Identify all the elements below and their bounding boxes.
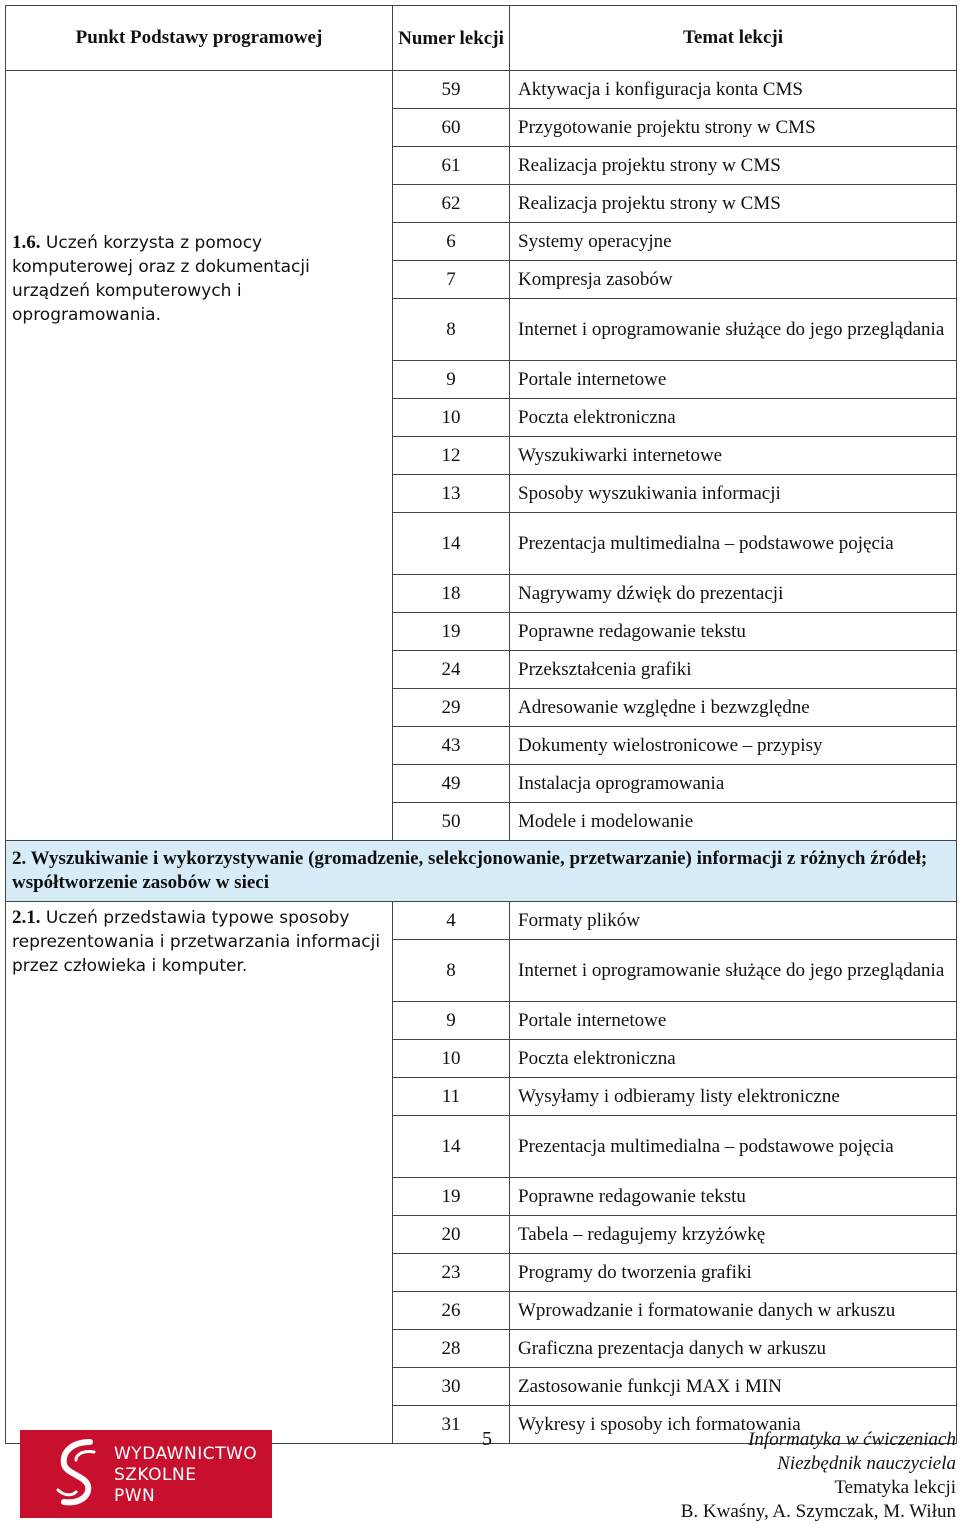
- section-heading: 2. Wyszukiwanie i wykorzystywanie (gromadzenie, selekcjonowanie, przetwarzanie) informacji z różnych źródeł; współtworzenie zasobów w sieci: [6, 841, 957, 902]
- lesson-number: 8: [393, 940, 510, 1002]
- curriculum-point: [6, 71, 393, 841]
- lesson-topic: Przekształcenia grafiki: [510, 651, 957, 689]
- curriculum-point-number: 2.1.: [12, 907, 41, 928]
- logo-line: SZKOLNE: [114, 1465, 197, 1485]
- lesson-topic: Prezentacja multimedialna – podstawowe pojęcia: [510, 513, 957, 575]
- curriculum-point-number: 1.6.: [12, 232, 41, 253]
- lesson-topic: Zastosowanie funkcji MAX i MIN: [510, 1368, 957, 1406]
- lesson-topic: Tabela – redagujemy krzyżówkę: [510, 1216, 957, 1254]
- lesson-topic: Internet i oprogramowanie służące do jego przeglądania: [510, 940, 957, 1002]
- table-row: [6, 71, 957, 109]
- lesson-number: 18: [393, 575, 510, 613]
- lesson-topic: Aktywacja i konfiguracja konta CMS: [510, 71, 957, 109]
- logo-line: WYDAWNICTWO: [114, 1444, 258, 1464]
- lesson-number: 20: [393, 1216, 510, 1254]
- lesson-number: 59: [393, 71, 510, 109]
- lesson-topic: Poprawne redagowanie tekstu: [510, 613, 957, 651]
- curriculum-point-text: Uczeń przedstawia typowe sposoby reprezentowania i przetwarzania informacji przez człowieka i komputer.: [12, 908, 381, 976]
- lesson-topic: Dokumenty wielostronicowe – przypisy: [510, 727, 957, 765]
- lesson-number: 11: [393, 1078, 510, 1116]
- lesson-topic: Kompresja zasobów: [510, 261, 957, 299]
- lesson-number: 9: [393, 1002, 510, 1040]
- page-number: 5: [482, 1428, 492, 1450]
- lesson-number: 13: [393, 475, 510, 513]
- page-footer: [0, 1428, 960, 1522]
- lesson-topic: Wyszukiwarki internetowe: [510, 437, 957, 475]
- lesson-topic: Systemy operacyjne: [510, 223, 957, 261]
- lesson-number: 31: [393, 1406, 510, 1444]
- lesson-topic: Nagrywamy dźwięk do prezentacji: [510, 575, 957, 613]
- book-subtitle: Niezbędnik nauczyciela: [777, 1453, 956, 1474]
- lesson-number: 4: [393, 902, 510, 940]
- section-name: Tematyka lekcji: [834, 1477, 956, 1498]
- lesson-number: 8: [393, 299, 510, 361]
- lesson-number: 23: [393, 1254, 510, 1292]
- lesson-number: 28: [393, 1330, 510, 1368]
- book-title: Informatyka w ćwiczeniach: [748, 1429, 956, 1450]
- publisher-logo-icon: [50, 1436, 102, 1512]
- lesson-number: 10: [393, 399, 510, 437]
- lesson-topic: Wprowadzanie i formatowanie danych w arkuszu: [510, 1292, 957, 1330]
- lesson-topic: Portale internetowe: [510, 361, 957, 399]
- publisher-logo-text: [114, 1444, 257, 1507]
- lesson-topic: Realizacja projektu strony w CMS: [510, 147, 957, 185]
- lesson-number: 62: [393, 185, 510, 223]
- lesson-topic: Formaty plików: [510, 902, 957, 940]
- lesson-number: 26: [393, 1292, 510, 1330]
- lesson-number: 49: [393, 765, 510, 803]
- lesson-topic: Adresowanie względne i bezwzględne: [510, 689, 957, 727]
- lesson-number: 50: [393, 803, 510, 841]
- table-header-row: [6, 6, 957, 71]
- lesson-number: 6: [393, 223, 510, 261]
- lesson-topic: Przygotowanie projektu strony w CMS: [510, 109, 957, 147]
- header-numer: Numer lekcji: [393, 6, 510, 71]
- lesson-topic: Programy do tworzenia grafiki: [510, 1254, 957, 1292]
- lesson-topic: Internet i oprogramowanie służące do jego przeglądania: [510, 299, 957, 361]
- footer-meta: [681, 1428, 956, 1524]
- lesson-number: 43: [393, 727, 510, 765]
- header-temat: Temat lekcji: [510, 6, 957, 71]
- header-punkt: Punkt Podstawy programowej: [6, 6, 393, 71]
- lesson-number: 9: [393, 361, 510, 399]
- curriculum-point: [6, 902, 393, 1444]
- lesson-number: 60: [393, 109, 510, 147]
- lesson-number: 19: [393, 1178, 510, 1216]
- lesson-number: 19: [393, 613, 510, 651]
- lesson-topic: Realizacja projektu strony w CMS: [510, 185, 957, 223]
- lesson-number: 30: [393, 1368, 510, 1406]
- logo-line: PWN: [114, 1486, 156, 1506]
- lesson-number: 14: [393, 1116, 510, 1178]
- lesson-number: 61: [393, 147, 510, 185]
- lesson-topic: Sposoby wyszukiwania informacji: [510, 475, 957, 513]
- lesson-topic: Wykresy i sposoby ich formatowania: [510, 1406, 957, 1444]
- lesson-number: 24: [393, 651, 510, 689]
- lesson-topic: Poczta elektroniczna: [510, 1040, 957, 1078]
- publisher-logo: [20, 1430, 272, 1518]
- lesson-number: 29: [393, 689, 510, 727]
- block1-body: [6, 71, 957, 841]
- curriculum-table: [5, 5, 957, 1444]
- block2-body: [6, 902, 957, 1444]
- lesson-number: 10: [393, 1040, 510, 1078]
- lesson-topic: Poprawne redagowanie tekstu: [510, 1178, 957, 1216]
- lesson-topic: Wysyłamy i odbieramy listy elektroniczne: [510, 1078, 957, 1116]
- curriculum-point-text: Uczeń korzysta z pomocy komputerowej oraz z dokumentacji urządzeń komputerowych i oprogramowania.: [12, 233, 310, 325]
- lesson-number: 12: [393, 437, 510, 475]
- table-row: [6, 902, 957, 940]
- authors: B. Kwaśny, A. Szymczak, M. Wiłun: [680, 1501, 956, 1522]
- section-row: [6, 841, 957, 902]
- lesson-topic: Graficzna prezentacja danych w arkuszu: [510, 1330, 957, 1368]
- lesson-topic: Poczta elektroniczna: [510, 399, 957, 437]
- lesson-topic: Modele i modelowanie: [510, 803, 957, 841]
- lesson-topic: Portale internetowe: [510, 1002, 957, 1040]
- lesson-number: 7: [393, 261, 510, 299]
- lesson-topic: Prezentacja multimedialna – podstawowe pojęcia: [510, 1116, 957, 1178]
- lesson-number: 14: [393, 513, 510, 575]
- lesson-topic: Instalacja oprogramowania: [510, 765, 957, 803]
- curriculum-table-container: [5, 5, 956, 1444]
